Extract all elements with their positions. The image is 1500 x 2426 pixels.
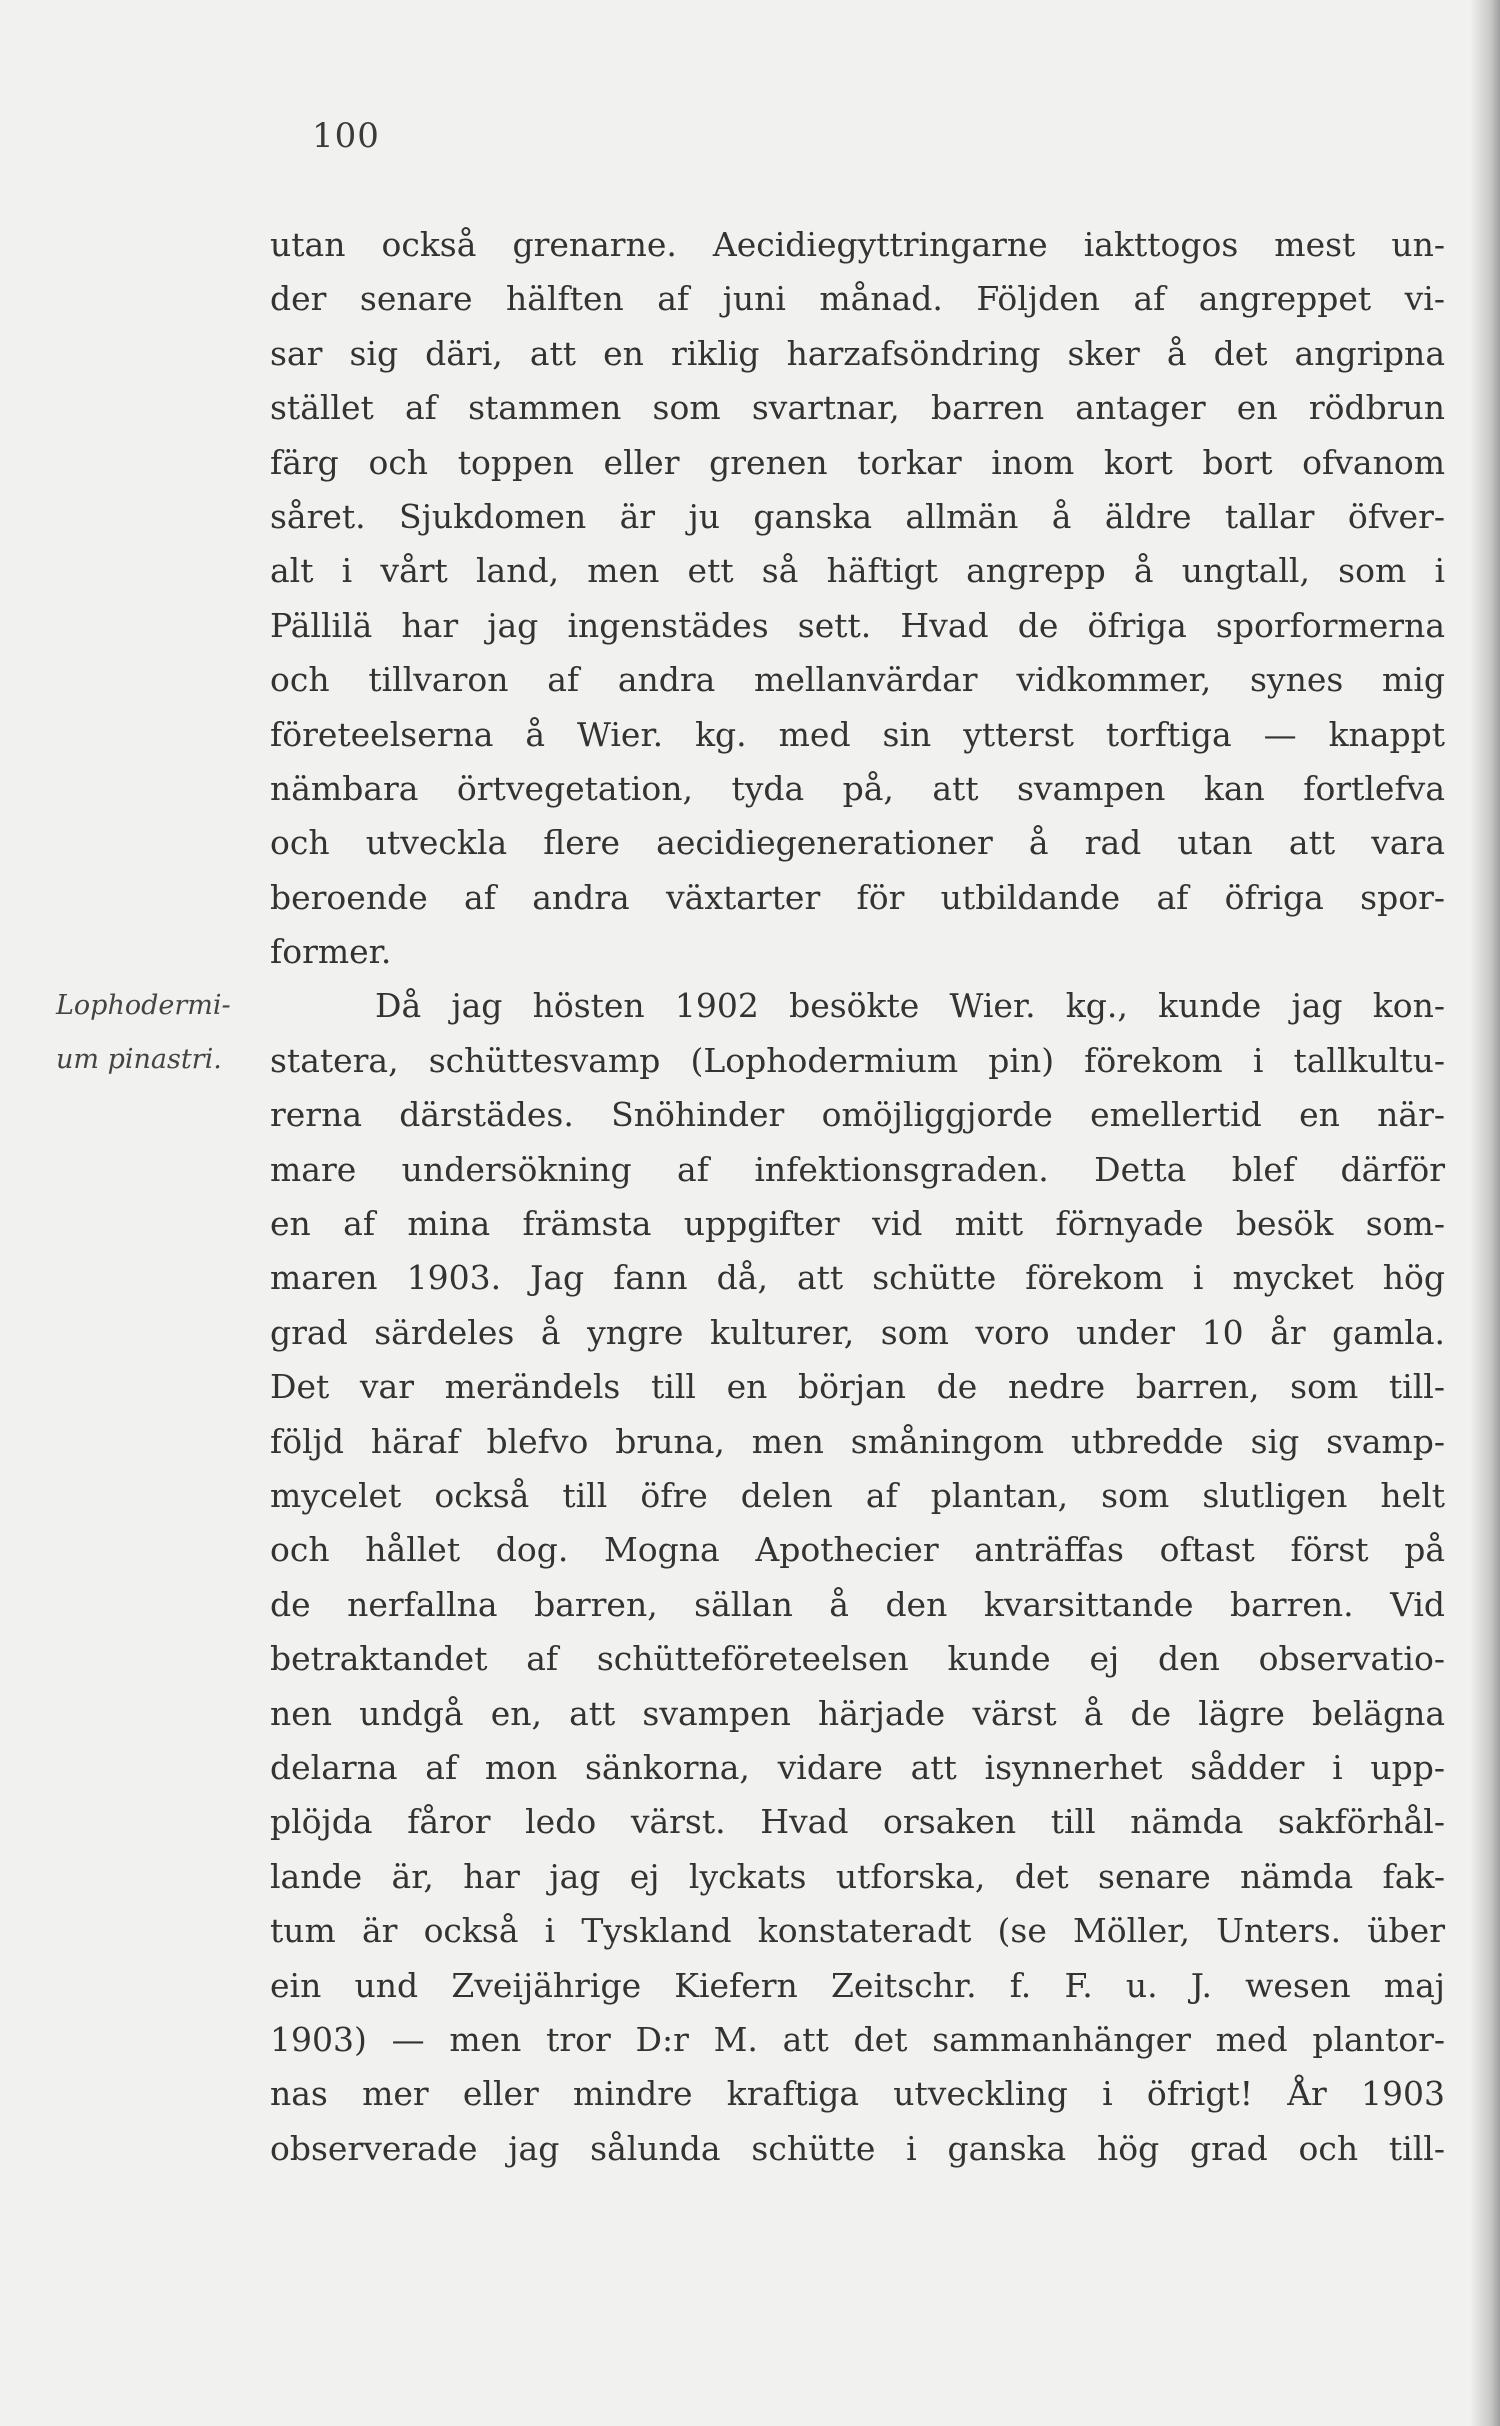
text-line: tum är också i Tyskland konstateradt (se Möller, Unters. über xyxy=(270,1911,1445,1951)
text-line: stället af stammen som svartnar, barren antager en rödbrun xyxy=(270,388,1445,428)
text-line: och utveckla flere aecidiegenerationer å rad utan att vara xyxy=(270,823,1445,863)
text-line: former. xyxy=(270,932,392,972)
text-line: mare undersökning af infektionsgraden. Detta blef därför xyxy=(270,1149,1445,1189)
text-line: nämbara örtvegetation, tyda på, att svampen kan fortlefva xyxy=(270,768,1445,808)
text-line: observerade jag sålunda schütte i ganska hög grad och till- xyxy=(270,2128,1445,2168)
text-line: Det var merändels till en början de nedre barren, som till- xyxy=(270,1367,1445,1407)
text-line: delarna af mon sänkorna, vidare att isynnerhet sådder i upp- xyxy=(270,1747,1445,1787)
text-line: utan också grenarne. Aecidiegyttringarne iakttogos mest un- xyxy=(270,225,1445,264)
text-line: Pällilä har jag ingenstädes sett. Hvad de öfriga sporformerna xyxy=(270,605,1445,645)
text-line: der senare hälften af juni månad. Följden af angreppet vi- xyxy=(270,279,1445,319)
page-number: 100 xyxy=(312,116,380,156)
text-line: nas mer eller mindre kraftiga utveckling i öfrigt! År 1903 xyxy=(270,2074,1445,2114)
text-line: rerna därstädes. Snöhinder omöjliggjorde emellertid en när- xyxy=(270,1095,1445,1135)
margin-note-line-2: um pinastri. xyxy=(56,1044,222,1075)
text-line: betraktandet af schütteföreteelsen kunde ej den observatio- xyxy=(270,1639,1445,1679)
text-line: lande är, har jag ej lyckats utforska, det senare nämda fak- xyxy=(270,1856,1445,1896)
text-line: de nerfallna barren, sällan å den kvarsittande barren. Vid xyxy=(270,1584,1445,1624)
text-line: en af mina främsta uppgifter vid mitt förnyade besök som- xyxy=(270,1204,1445,1244)
text-line: 1903) — men tror D:r M. att det sammanhänger med plantor- xyxy=(270,2019,1445,2059)
text-line: ein und Zveijährige Kiefern Zeitschr. f. F. u. J. wesen maj xyxy=(270,1965,1445,2005)
text-line: och hållet dog. Mogna Apothecier anträffas oftast först på xyxy=(270,1530,1445,1570)
text-line: statera, schüttesvamp (Lophodermium pin) förekom i tallkultu- xyxy=(270,1040,1445,1080)
text-line: alt i vårt land, men ett så häftigt angrepp å ungtall, som i xyxy=(270,551,1445,591)
text-line: maren 1903. Jag fann då, att schütte förekom i mycket hög xyxy=(270,1258,1445,1298)
text-line: mycelet också till öfre delen af plantan, som slutligen helt xyxy=(270,1475,1445,1515)
text-line: färg och toppen eller grenen torkar inom kort bort ofvanom xyxy=(270,442,1445,482)
text-line: och tillvaron af andra mellanvärdar vidkommer, synes mig xyxy=(270,660,1445,700)
body-text xyxy=(270,218,1445,2176)
text-line: företeelserna å Wier. kg. med sin ytterst torftiga — knappt xyxy=(270,714,1445,754)
margin-note-line-1: Lophodermi- xyxy=(56,990,231,1021)
page-edge-shadow xyxy=(1470,0,1500,2426)
text-line: följd häraf blefvo bruna, men småningom utbredde sig svamp- xyxy=(270,1421,1445,1461)
text-line: nen undgå en, att svampen härjade värst å de lägre belägna xyxy=(270,1693,1445,1733)
text-line: beroende af andra växtarter för utbildande af öfriga spor- xyxy=(270,877,1445,917)
text-line: plöjda fåror ledo värst. Hvad orsaken till nämda sakförhål- xyxy=(270,1802,1445,1842)
text-line: grad särdeles å yngre kulturer, som voro under 10 år gamla. xyxy=(270,1312,1445,1352)
text-line: såret. Sjukdomen är ju ganska allmän å äldre tallar öfver- xyxy=(270,496,1445,536)
text-line-paragraph-start: Då jag hösten 1902 besökte Wier. kg., kunde jag kon- xyxy=(375,986,1445,1026)
text-line: sar sig däri, att en riklig harzafsöndring sker å det angripna xyxy=(270,333,1445,373)
